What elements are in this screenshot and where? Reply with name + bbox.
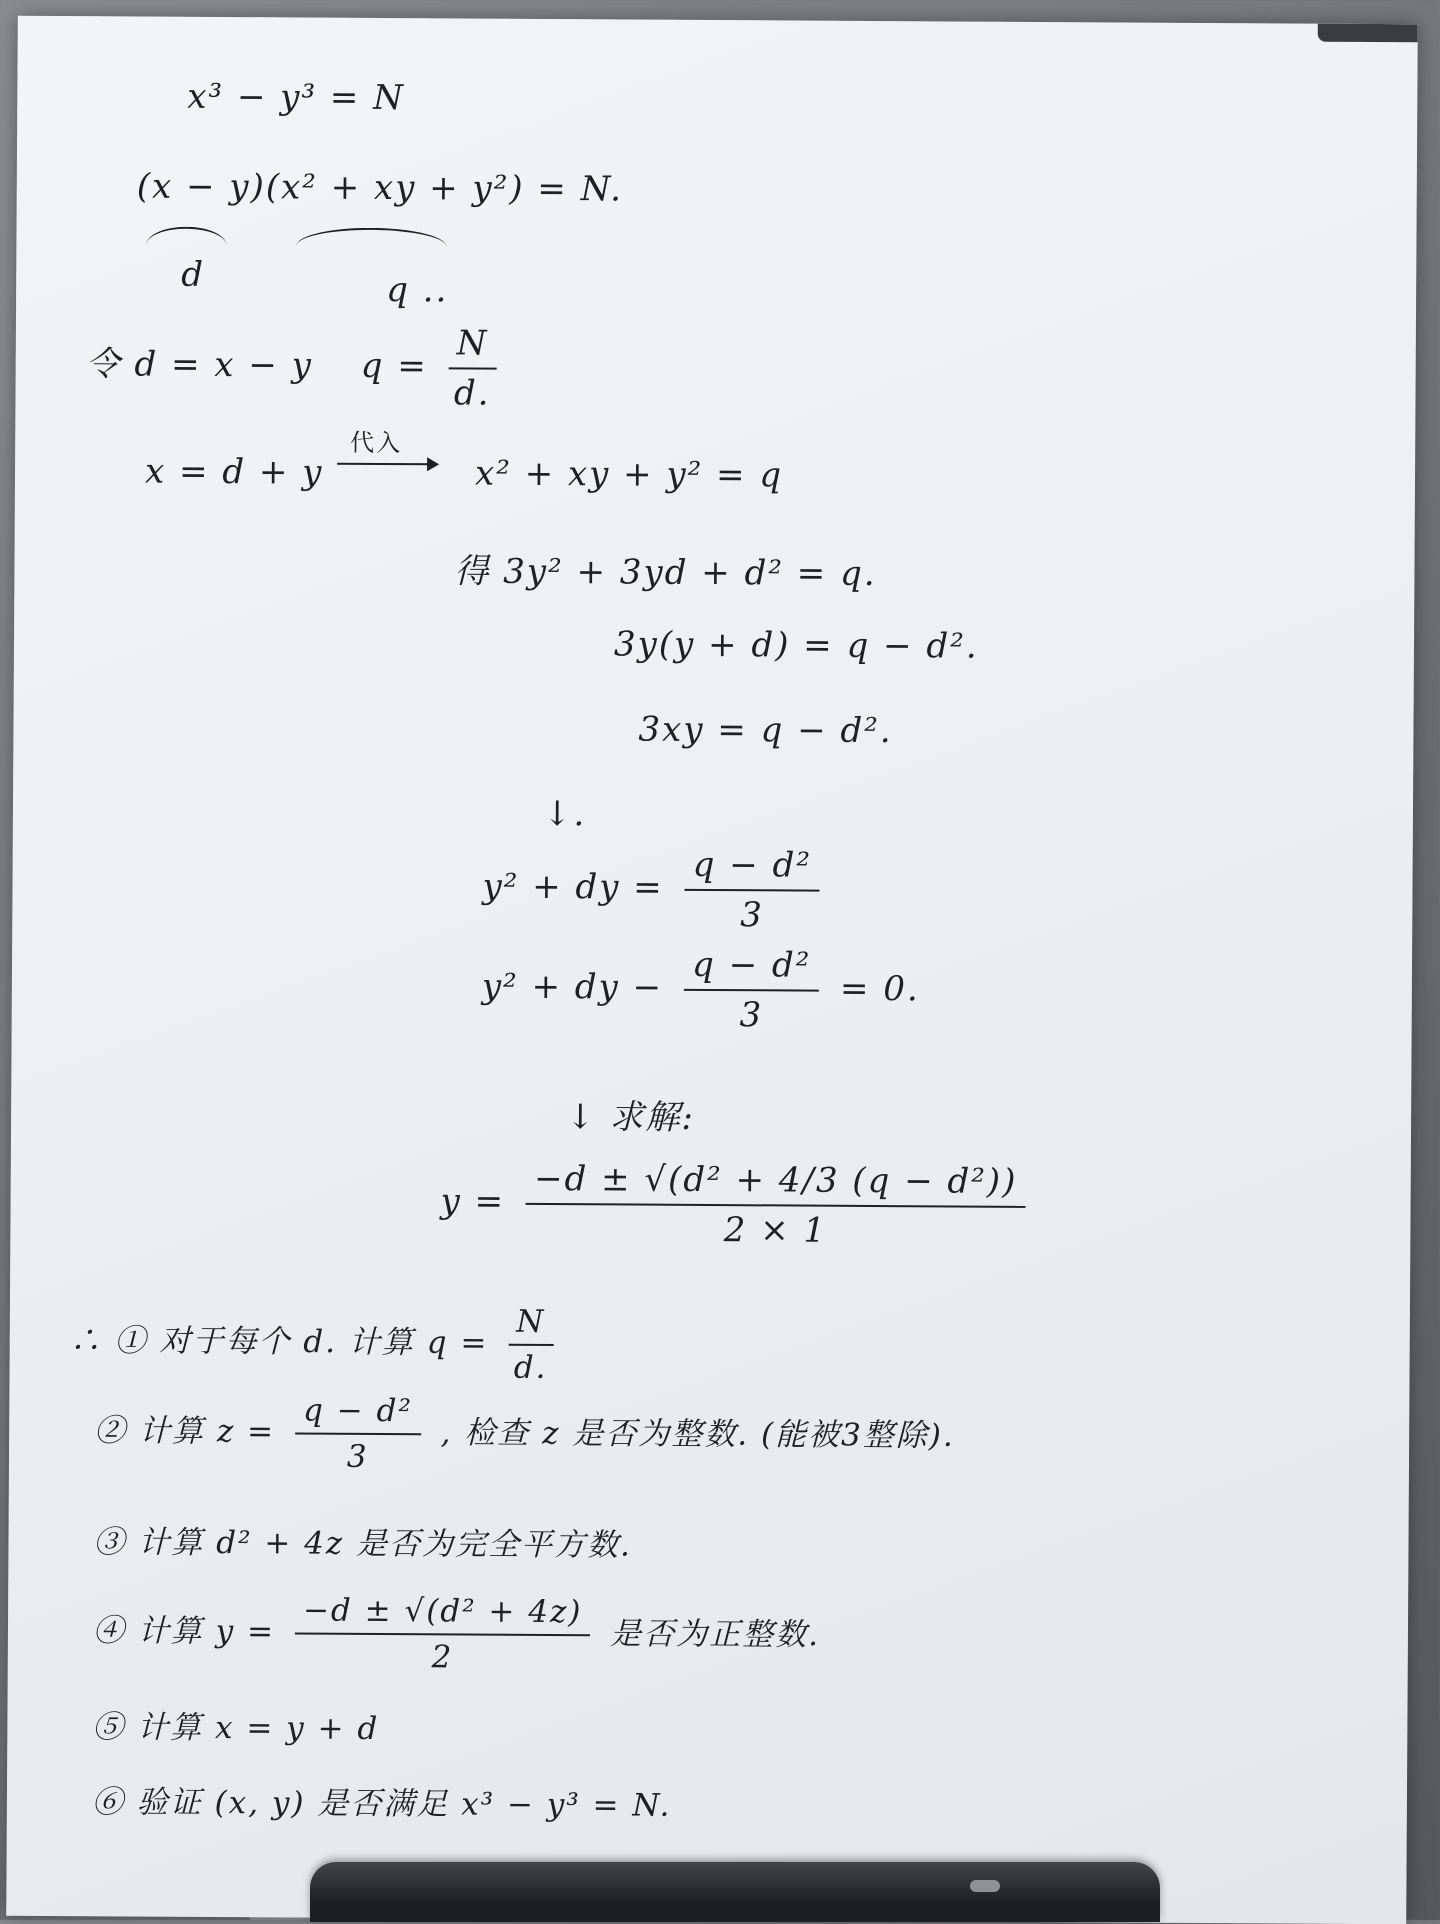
y-formula-fraction bbox=[526, 1159, 1026, 1252]
label-d: d bbox=[181, 254, 206, 295]
substitute-label: 代入 bbox=[350, 428, 403, 458]
quadratic-standard-lhs: y² + dy − bbox=[481, 966, 664, 1008]
step-4-text: ④ 计算 y = bbox=[92, 1612, 276, 1650]
label-q: q .. bbox=[386, 269, 449, 311]
frac-num-N-b: N bbox=[508, 1304, 553, 1346]
quadratic-standard bbox=[482, 944, 920, 1037]
step-1-text: ∴ ① 对于每个 d. 计算 q = bbox=[69, 1322, 489, 1362]
handwritten-paper bbox=[6, 16, 1418, 1924]
quadratic-eq bbox=[482, 844, 828, 936]
q-equation: x² + xy + y² = q bbox=[474, 453, 784, 496]
brace-q bbox=[296, 227, 446, 250]
equation-factored: (x − y)(x² + xy + y²) = N. bbox=[136, 166, 624, 210]
frac-den-3-c: 3 bbox=[346, 1438, 369, 1475]
step-5: ⑤ 计算 x = y + d bbox=[92, 1709, 380, 1747]
clipboard-clip bbox=[310, 1862, 1160, 1922]
frac-num-N: N bbox=[449, 323, 497, 369]
y-formula-lhs: y = bbox=[440, 1181, 506, 1222]
let-d: 令 d = x − y bbox=[85, 344, 313, 386]
step-2-check: , 检查 z 是否为整数. (能被3整除). bbox=[440, 1414, 955, 1454]
frac-den-d-b: d. bbox=[513, 1349, 548, 1387]
frac-num-sqrt-b: −d ± √(d² + 4z) bbox=[295, 1592, 591, 1636]
step-1-fraction bbox=[508, 1304, 554, 1386]
q-def bbox=[360, 323, 504, 414]
solve-label: ↓ 求解: bbox=[565, 1097, 695, 1138]
quadratic-standard-fraction bbox=[684, 945, 820, 1036]
step-1 bbox=[69, 1301, 561, 1386]
quadratic-standard-rhs: = 0. bbox=[839, 968, 920, 1010]
equation-cubes: x³ − y³ = N bbox=[187, 76, 406, 119]
q-def-fraction bbox=[448, 323, 496, 413]
step-2 bbox=[94, 1391, 955, 1478]
step-3: ③ 计算 d² + 4z 是否为完全平方数. bbox=[93, 1524, 633, 1564]
step-2-text: ② 计算 z = bbox=[94, 1412, 276, 1450]
x-def: x = d + y bbox=[144, 451, 324, 493]
substitute-arrow bbox=[337, 463, 437, 466]
down-arrow: ↓. bbox=[542, 793, 587, 835]
frac-den-2: 2 bbox=[431, 1639, 454, 1676]
frac-den-2x1: 2 × 1 bbox=[723, 1210, 828, 1251]
derived-equation: 得 3y² + 3yd + d² = q. bbox=[454, 551, 877, 594]
q-def-label: q = bbox=[360, 345, 428, 387]
y-formula bbox=[440, 1158, 1033, 1252]
step-2-fraction bbox=[295, 1392, 421, 1475]
frac-den-3: 3 bbox=[740, 895, 764, 936]
step-4-fraction bbox=[295, 1592, 591, 1676]
frac-den-3-b: 3 bbox=[739, 995, 764, 1036]
xy-relation: 3xy = q − d². bbox=[638, 709, 893, 752]
frac-num-q-d2-c: q − d² bbox=[295, 1392, 421, 1435]
factored-y: 3y(y + d) = q − d². bbox=[613, 624, 979, 667]
frac-num-q-d2-b: q − d² bbox=[684, 945, 820, 992]
frac-num-sqrt: −d ± √(d² + 4/3 (q − d²)) bbox=[526, 1159, 1026, 1208]
step-4-check: 是否为正整数. bbox=[610, 1615, 821, 1654]
frac-den-d: d. bbox=[453, 373, 491, 414]
clipboard-corner bbox=[1318, 24, 1418, 43]
quadratic-eq-fraction bbox=[684, 845, 820, 936]
step-6: ⑥ 验证 (x, y) 是否满足 x³ − y³ = N. bbox=[91, 1784, 672, 1824]
frac-num-q-d2: q − d² bbox=[685, 845, 821, 892]
step-4 bbox=[93, 1591, 821, 1677]
quadratic-eq-lhs: y² + dy = bbox=[482, 866, 664, 908]
brace-d bbox=[146, 227, 226, 249]
